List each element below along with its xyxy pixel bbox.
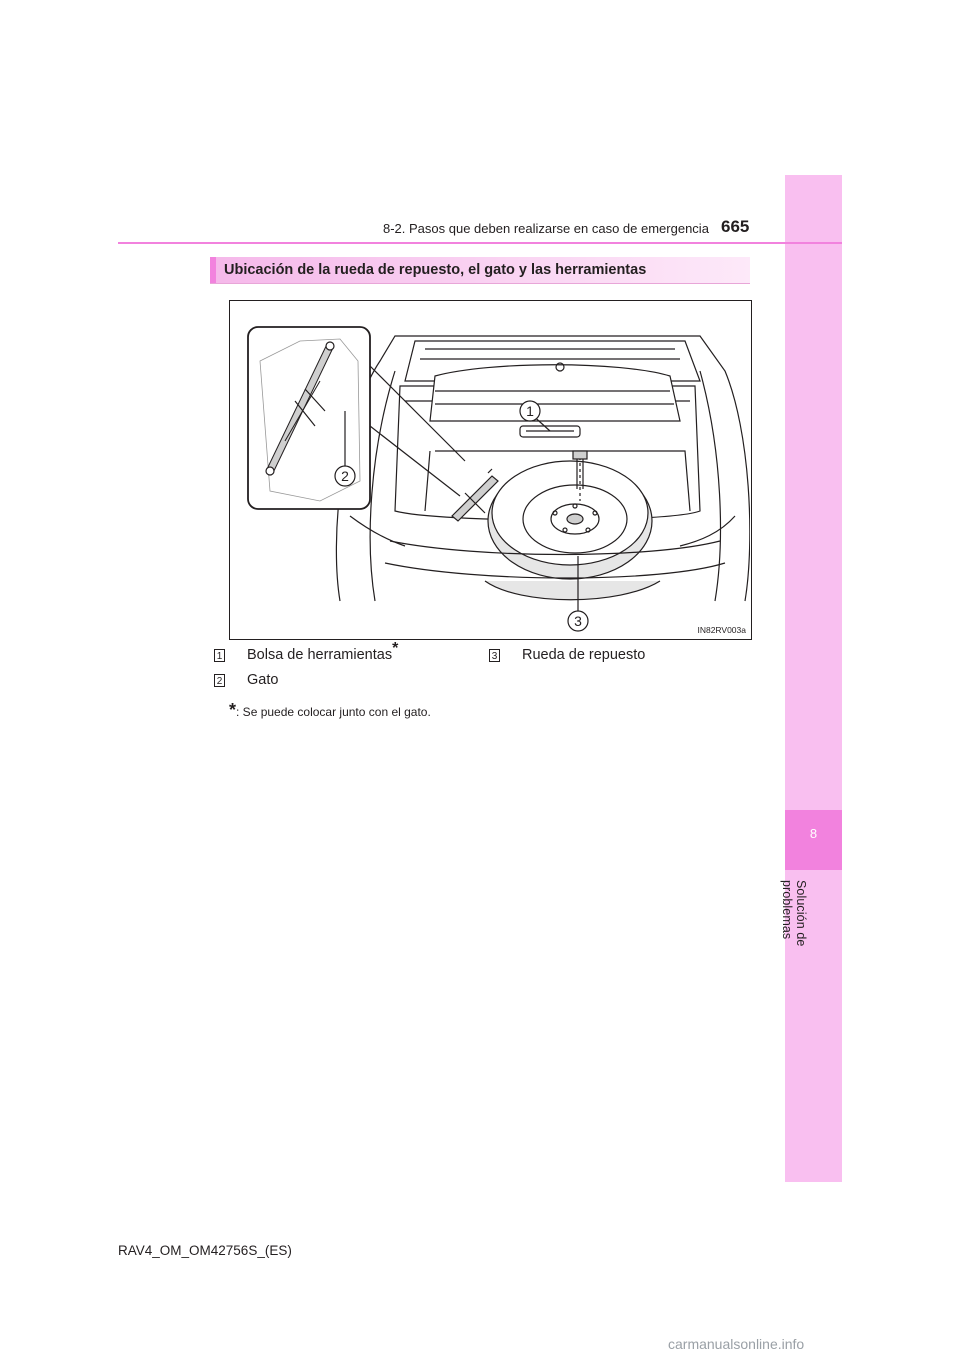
legend-item-tool-bag	[214, 640, 399, 663]
legend-number: 3	[489, 649, 500, 662]
callout-1	[520, 401, 540, 421]
callout-2-label: 2	[341, 468, 349, 484]
footnote	[229, 700, 431, 721]
trunk-illustration	[229, 300, 752, 640]
callout-2	[335, 466, 355, 486]
callout-3	[568, 611, 588, 631]
section-heading-accent	[210, 257, 216, 283]
legend-item-jack	[214, 672, 278, 688]
watermark: carmanualsonline.info	[668, 1336, 805, 1352]
header-rule	[118, 242, 842, 244]
callout-1-label: 1	[526, 403, 534, 419]
chapter-number: 8	[809, 826, 818, 841]
header-section-title: 8-2. Pasos que deben realizarse en caso de emergencia	[383, 221, 709, 236]
document-id: RAV4_OM_OM42756S_(ES)	[118, 1243, 292, 1258]
footnote-marker: *	[229, 700, 237, 720]
legend-label: Gato	[247, 672, 279, 688]
legend-number: 2	[214, 674, 225, 687]
side-chapter-tab	[780, 175, 842, 1182]
footnote-text: : Se puede colocar junto con el gato.	[236, 705, 431, 719]
legend-label: Bolsa de herramientas	[247, 647, 393, 663]
legend-number: 1	[214, 649, 225, 662]
trunk-drawing	[230, 301, 750, 638]
asterisk-marker: *	[392, 640, 399, 658]
legend-label: Rueda de repuesto	[522, 647, 646, 663]
page-number: 665	[721, 217, 750, 236]
section-heading: Ubicación de la rueda de repuesto, el gato y las herramientas	[224, 262, 647, 278]
legend-item-spare-tire	[489, 647, 645, 663]
callout-3-label: 3	[574, 613, 582, 629]
figure-code: IN82RV003a	[697, 625, 746, 635]
chapter-title: Solución de problemas	[780, 880, 808, 947]
